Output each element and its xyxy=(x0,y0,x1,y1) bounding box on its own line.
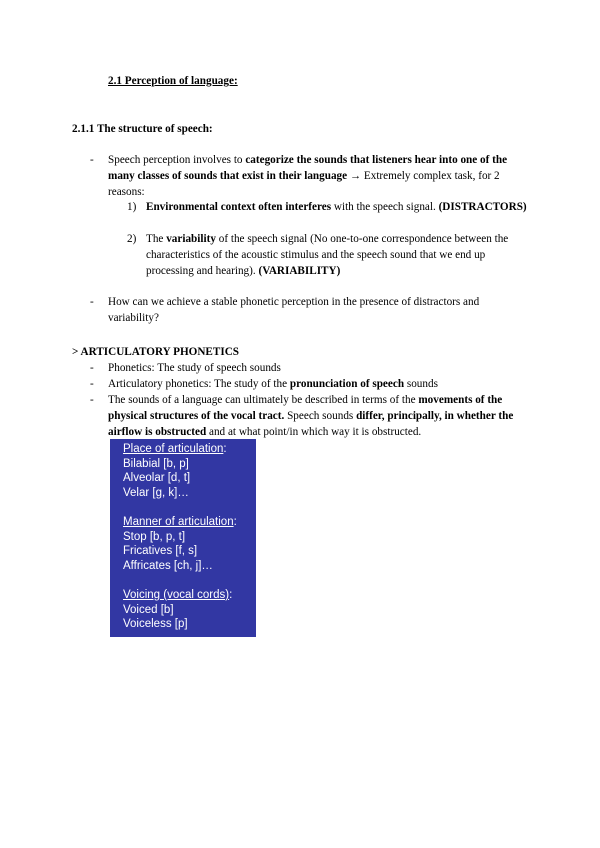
colon: : xyxy=(233,515,237,528)
bold-text: differ, principally, in whether the airflow is obstructed xyxy=(108,409,514,438)
place-item: Velar [g, k]… xyxy=(123,486,189,499)
voicing-heading-text: Voicing (vocal cords) xyxy=(123,588,230,601)
reason-variability xyxy=(146,232,528,279)
bullet-dash: - xyxy=(90,154,94,166)
manner-heading-text: Manner of articulation xyxy=(123,515,234,528)
bullet-articulatory-phonetics xyxy=(108,377,528,393)
manner-heading xyxy=(123,515,256,530)
manner-item: Fricatives [f, s] xyxy=(123,545,198,558)
spacer xyxy=(123,573,256,588)
colon: : xyxy=(223,443,227,455)
text: The xyxy=(146,233,167,245)
bullet-speech-perception xyxy=(108,153,528,200)
reason-distractors xyxy=(146,200,528,216)
bold-text: (DISTRACTORS) xyxy=(438,201,527,213)
text: with the speech signal. xyxy=(331,201,439,213)
place-item: Alveolar [d, t] xyxy=(123,472,191,485)
bullet-dash: - xyxy=(90,394,94,406)
page-title: 2.1 Perception of language: xyxy=(108,75,238,87)
text: sounds xyxy=(404,378,438,390)
bullet-phonetics: Phonetics: The study of speech sounds xyxy=(108,362,281,374)
bold-text: Environmental context often interferes xyxy=(146,201,332,213)
list-number: 1) xyxy=(127,201,137,213)
list-number: 2) xyxy=(127,233,137,245)
voicing-item: Voiced [b] xyxy=(123,603,174,616)
voicing-item: Voiceless [p] xyxy=(123,618,188,631)
place-item: Bilabial [b, p] xyxy=(123,457,189,470)
section-heading-structure-of-speech: 2.1.1 The structure of speech: xyxy=(72,123,213,135)
text: Speech perception involves to xyxy=(108,154,246,166)
text: and at what point/in which way it is obstructed. xyxy=(206,425,422,438)
spacer xyxy=(123,500,256,515)
bullet-sounds-description xyxy=(108,393,528,440)
section-heading-articulatory-phonetics: > ARTICULATORY PHONETICS xyxy=(72,346,240,358)
place-heading xyxy=(123,442,256,457)
voicing-heading xyxy=(123,588,256,603)
articulation-summary-panel xyxy=(110,439,256,637)
text: of the speech signal (No one-to-one correspondence between the characteristics of the acoustic stimulus and the speech sound that we end up processing and hearing). xyxy=(146,233,509,277)
manner-item: Stop [b, p, t] xyxy=(123,530,186,543)
text: Speech sounds xyxy=(284,409,357,422)
bullet-stable-perception: How can we achieve a stable phonetic perception in the presence of distractors and variability? xyxy=(108,296,480,324)
bullet-dash: - xyxy=(90,362,94,374)
bold-text: categorize the sounds that listeners hear into one of the many classes of sounds that exist in their language xyxy=(108,154,508,182)
text: Articulatory phonetics: The study of the xyxy=(108,378,290,390)
text: → Extremely complex task, for 2 reasons: xyxy=(108,169,500,198)
place-heading-text: Place of articulation xyxy=(123,443,224,455)
text: The sounds of a language can ultimately be described in terms of the xyxy=(108,394,419,406)
bold-text: variability xyxy=(166,233,216,245)
colon: : xyxy=(229,588,233,601)
bullet-dash: - xyxy=(90,296,94,308)
bold-text: (VARIABILITY) xyxy=(258,264,341,277)
bold-text: pronunciation of speech xyxy=(289,378,405,390)
bullet-dash: - xyxy=(90,378,94,390)
manner-item: Affricates [ch, j]… xyxy=(123,559,213,572)
bold-text: movements of the physical structures of the vocal tract. xyxy=(108,394,503,422)
